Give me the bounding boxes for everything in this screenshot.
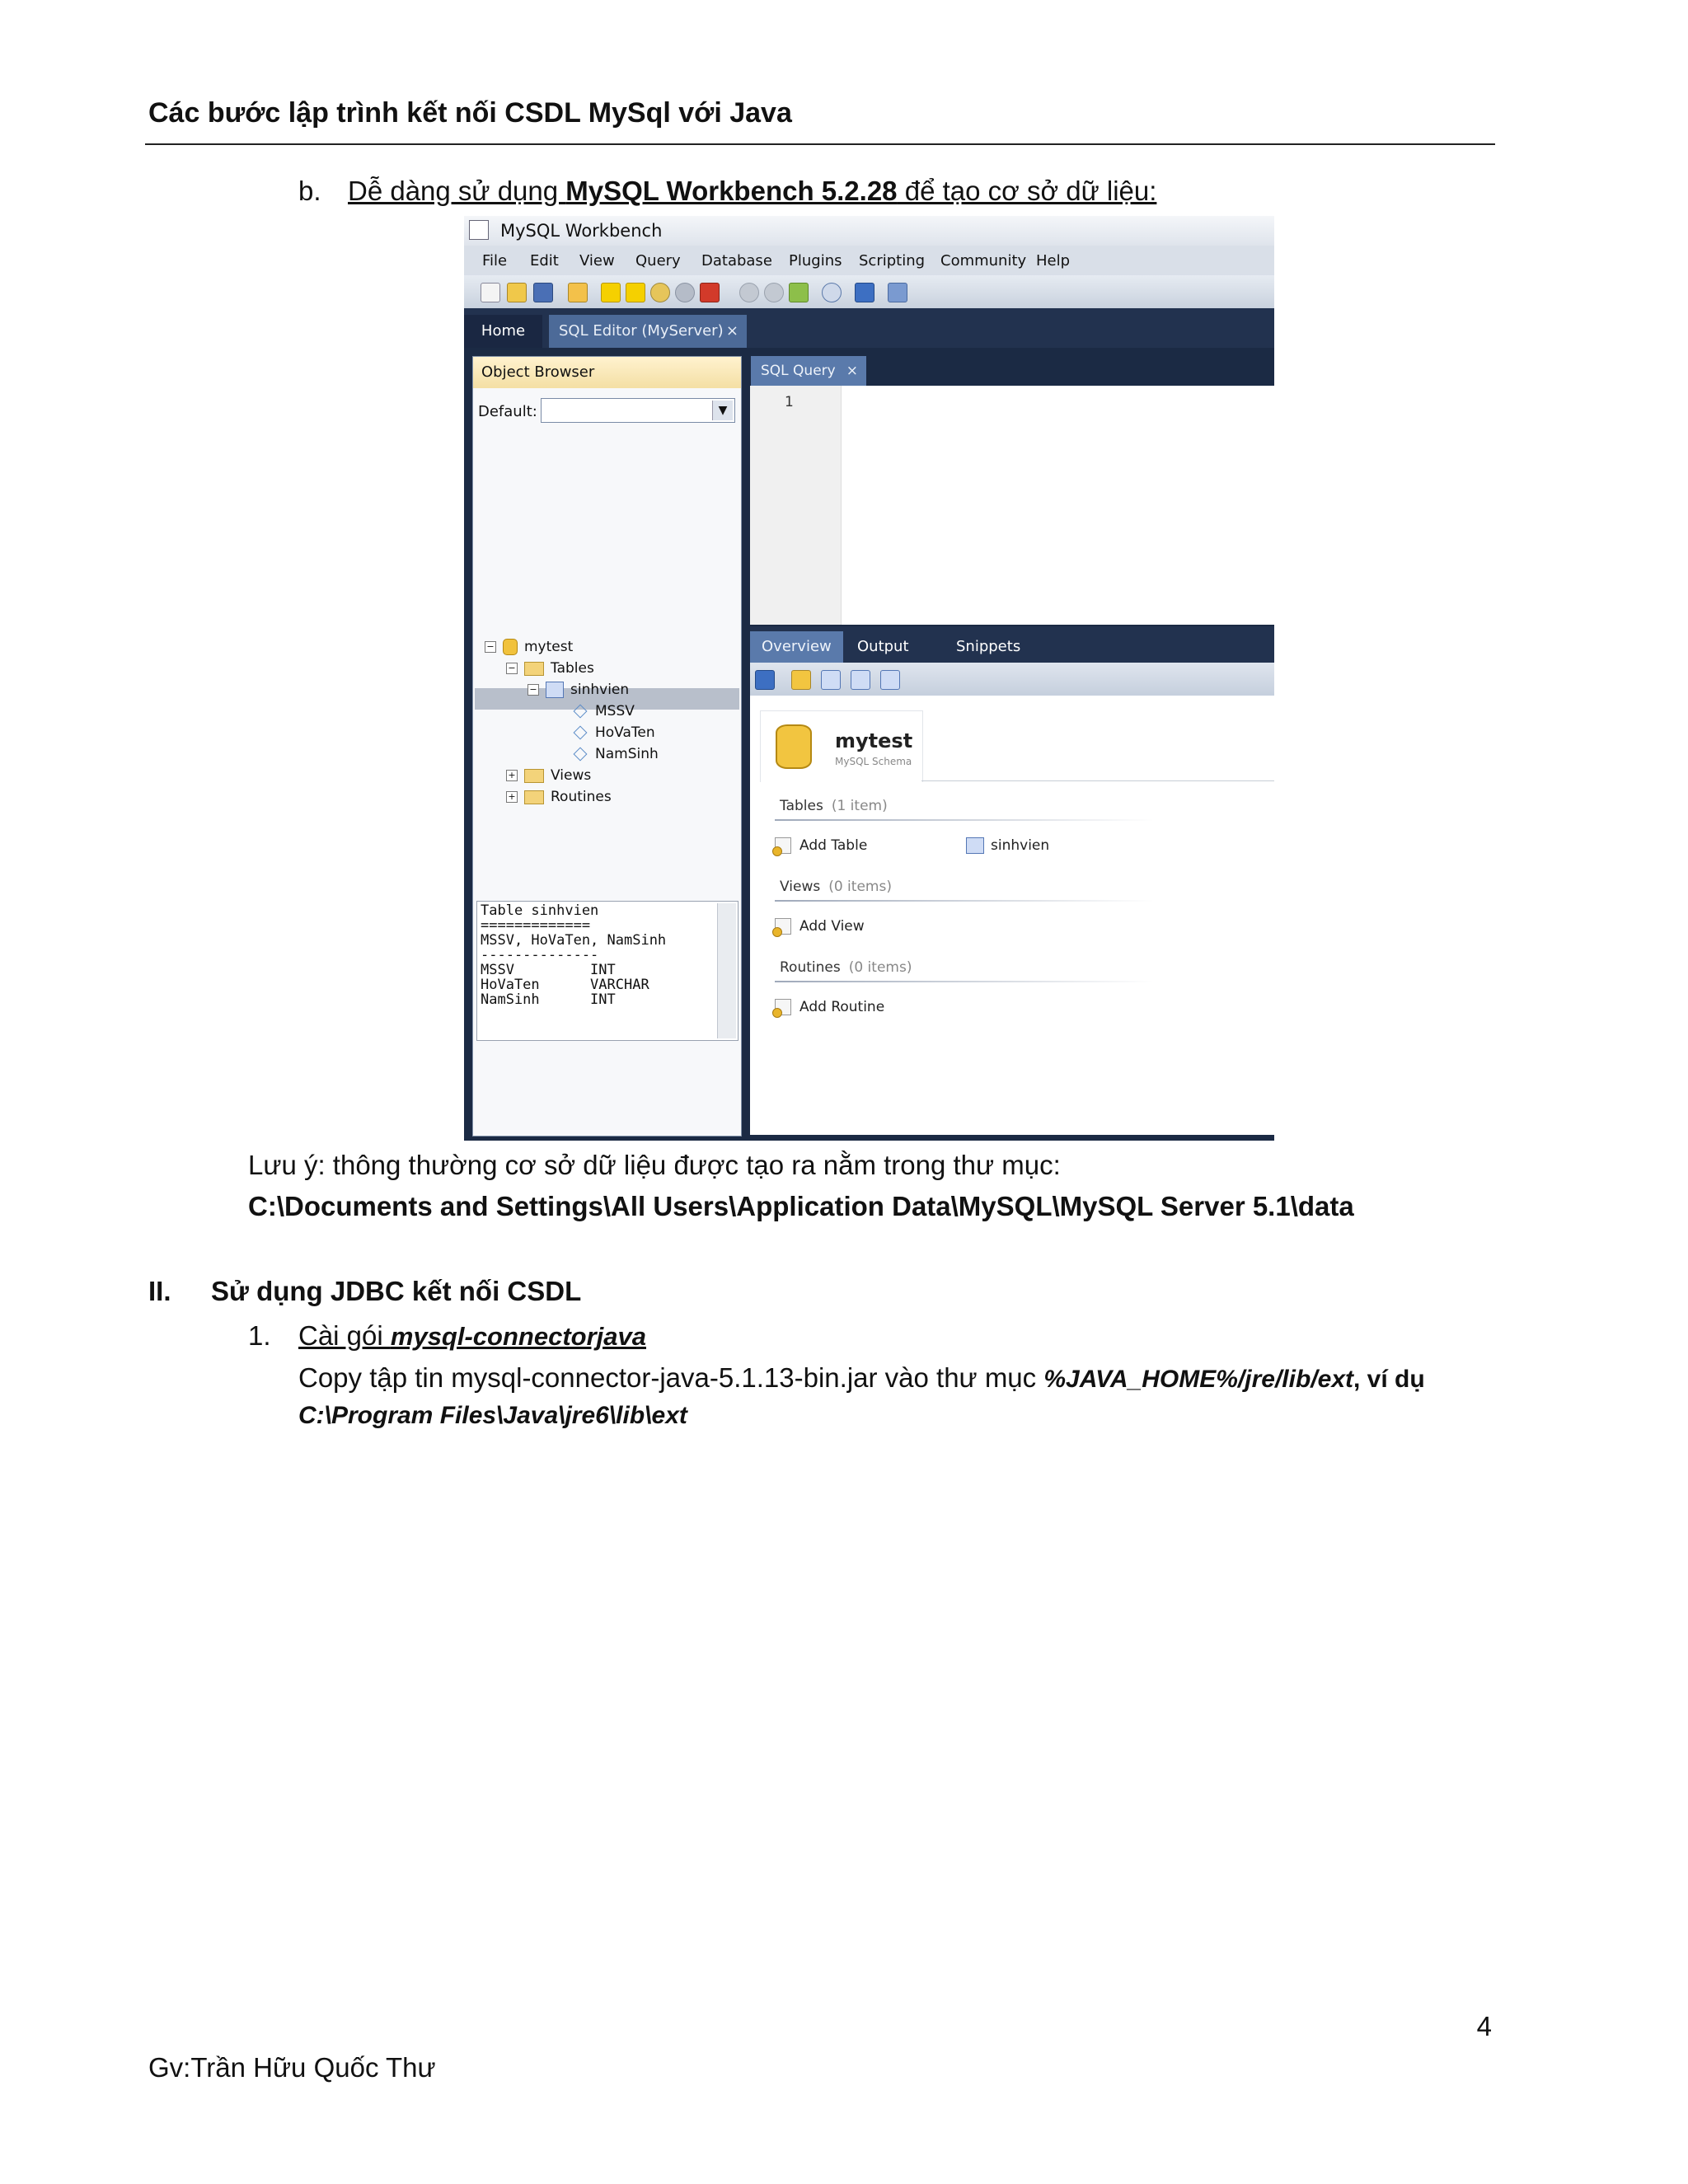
add-icon <box>775 999 791 1015</box>
tree-column-namsinh[interactable] <box>575 744 659 764</box>
menu-database[interactable]: Database <box>701 252 772 269</box>
table-item-sinhvien[interactable] <box>966 837 1049 854</box>
execute-current-icon[interactable] <box>626 283 645 302</box>
object-info-panel <box>476 901 738 1041</box>
schema-subtitle: MySQL Schema <box>835 756 912 767</box>
tab-overview[interactable]: Overview <box>750 631 843 663</box>
tables-count: (1 item) <box>831 798 888 814</box>
schema-card-rule <box>921 780 1274 781</box>
section-divider <box>775 900 1154 902</box>
tree-column-label: MSSV <box>595 703 635 719</box>
default-schema-label: Default: <box>478 403 537 420</box>
folder-icon <box>524 662 544 676</box>
item-1-label <box>298 1319 646 1353</box>
tree-column-mssv[interactable] <box>575 701 635 721</box>
collapse-icon[interactable]: − <box>528 684 539 696</box>
workbench-main-tabs <box>464 308 1274 348</box>
close-icon[interactable]: × <box>846 363 858 379</box>
page-number: 4 <box>1476 2011 1492 2041</box>
menu-edit[interactable]: Edit <box>530 252 559 269</box>
refresh-icon[interactable] <box>855 283 874 302</box>
note-path: C:\Documents and Settings\All Users\Application Data\MySQL\MySQL Server 5.1\data <box>248 1191 1354 1221</box>
add-table-icon[interactable] <box>821 670 841 690</box>
schema-name: mytest <box>835 729 913 752</box>
menu-community[interactable]: Community <box>940 252 1027 269</box>
section-b-text <box>348 175 1156 208</box>
section-ii-title: Sử dụng JDBC kết nối CSDL <box>211 1276 582 1306</box>
menu-plugins[interactable]: Plugins <box>789 252 842 269</box>
tree-table-label: sinhvien <box>570 682 630 698</box>
tree-schema-label: mytest <box>524 639 574 655</box>
new-file-icon[interactable] <box>481 283 500 302</box>
stop-icon[interactable] <box>675 283 695 302</box>
add-icon <box>775 837 791 854</box>
default-schema-select[interactable] <box>541 398 735 423</box>
tab-home[interactable]: Home <box>464 315 542 348</box>
tree-tables[interactable] <box>506 658 594 678</box>
item-1-package: mysql-connectorjava <box>390 1322 646 1351</box>
editor-line-number: 1 <box>785 394 794 410</box>
tree-column-label: NamSinh <box>595 746 659 762</box>
error-icon[interactable] <box>700 283 720 302</box>
add-icon <box>775 918 791 935</box>
object-info-text: Table sinhvien ============= MSSV, HoVaTen, NamSinh -------------- MSSV INT HoVaTen VARCHAR NamSinh INT <box>481 902 667 1008</box>
workbench-window-title: MySQL Workbench <box>500 221 663 241</box>
copy-instruction <box>298 1361 1425 1396</box>
menu-help[interactable]: Help <box>1036 252 1071 269</box>
object-browser-title: Object Browser <box>473 357 741 388</box>
tab-sql-query[interactable] <box>751 356 866 386</box>
schema-card[interactable] <box>760 710 923 782</box>
tables-section-header <box>780 798 888 814</box>
chevron-down-icon[interactable]: ▼ <box>712 401 733 420</box>
commit-icon[interactable] <box>739 283 759 302</box>
refresh-icon[interactable] <box>755 670 775 690</box>
section-b-text-bold: MySQL Workbench 5.2.28 <box>565 176 898 206</box>
table-icon <box>546 682 564 698</box>
rollback-icon[interactable] <box>764 283 784 302</box>
connection-icon[interactable] <box>822 283 842 302</box>
add-schema-icon[interactable] <box>791 670 811 690</box>
routines-count: (0 items) <box>848 959 912 976</box>
tab-output[interactable]: Output <box>857 638 909 655</box>
table-icon <box>966 837 984 854</box>
add-routine-label: Add Routine <box>799 999 885 1015</box>
add-view-label: Add View <box>799 918 865 935</box>
collapse-icon[interactable]: − <box>506 663 518 674</box>
item-1-marker: 1. <box>248 1320 271 1351</box>
close-icon[interactable]: × <box>725 322 738 340</box>
section-divider <box>775 981 1154 982</box>
add-view-button[interactable] <box>775 918 865 935</box>
autocommit-icon[interactable] <box>789 283 809 302</box>
open-script-icon[interactable] <box>568 283 588 302</box>
add-routine-icon[interactable] <box>880 670 900 690</box>
execute-icon[interactable] <box>601 283 621 302</box>
workbench-app-icon <box>469 220 489 240</box>
tab-snippets[interactable]: Snippets <box>956 638 1021 655</box>
views-section-label: Views <box>780 879 821 895</box>
tab-sql-editor-label: SQL Editor (MyServer) <box>559 322 724 340</box>
object-browser-panel <box>472 356 742 1137</box>
workbench-menu-bar <box>464 246 1274 275</box>
java-home-path: %JAVA_HOME%/jre/lib/ext <box>1043 1366 1353 1393</box>
header-divider <box>145 143 1495 145</box>
example-path: C:\Program Files\Java\jre6\lib\ext <box>298 1402 687 1429</box>
folder-icon <box>524 769 544 783</box>
editor-gutter <box>750 386 842 625</box>
section-ii-marker: II. <box>148 1276 171 1306</box>
folder-icon <box>524 790 544 804</box>
views-section-header <box>780 879 892 895</box>
section-b-marker: b. <box>298 176 321 206</box>
tree-table-sinhvien[interactable] <box>528 680 629 700</box>
menu-query[interactable]: Query <box>635 252 681 269</box>
tree-views[interactable] <box>506 766 591 785</box>
tab-sql-editor[interactable] <box>549 315 747 348</box>
add-table-button[interactable] <box>775 837 867 854</box>
section-b-text-prefix: Dễ dàng sử dụng <box>348 176 566 206</box>
tables-section-label: Tables <box>780 798 823 814</box>
database-icon <box>776 724 812 769</box>
tree-tables-label: Tables <box>551 660 594 677</box>
open-folder-icon[interactable] <box>507 283 527 302</box>
views-count: (0 items) <box>828 879 892 895</box>
column-icon <box>574 748 588 762</box>
tree-routines-label: Routines <box>551 789 612 805</box>
bottom-panel-tabs <box>750 626 1274 663</box>
add-routine-button[interactable] <box>775 999 884 1015</box>
overview-toolbar <box>750 663 1274 696</box>
add-table-label: Add Table <box>799 837 868 854</box>
menu-scripting[interactable]: Scripting <box>859 252 926 269</box>
footer-author: Gv:Trần Hữu Quốc Thư <box>148 2052 436 2083</box>
menu-file[interactable]: File <box>482 252 508 269</box>
tree-routines[interactable] <box>506 787 612 807</box>
database-icon <box>503 639 518 655</box>
table-item-label: sinhvien <box>991 837 1050 854</box>
column-icon <box>574 726 588 740</box>
workbench-title-bar <box>464 216 1274 246</box>
expand-icon[interactable]: + <box>506 770 518 781</box>
object-info-scrollbar[interactable] <box>717 903 736 1038</box>
tree-views-label: Views <box>551 767 592 784</box>
column-icon <box>574 705 588 719</box>
workbench-toolbar <box>464 275 1274 309</box>
tab-sql-query-label: SQL Query <box>761 363 836 379</box>
overview-panel <box>750 696 1274 1135</box>
section-divider <box>775 819 1154 821</box>
page-header-title: Các bước lập trình kết nối CSDL MySql với Java <box>148 97 792 129</box>
routines-section-label: Routines <box>780 959 841 976</box>
sql-editor-area[interactable] <box>750 386 1274 625</box>
routines-section-header <box>780 959 912 976</box>
section-b-text-suffix: để tạo cơ sở dữ liệu: <box>897 176 1157 206</box>
workbench-screenshot <box>464 216 1274 1141</box>
add-view-icon[interactable] <box>851 670 870 690</box>
vi-du-text: , ví dụ <box>1353 1366 1425 1393</box>
menu-view[interactable]: View <box>579 252 615 269</box>
expand-icon[interactable]: + <box>506 791 518 803</box>
collapse-icon[interactable]: − <box>485 641 496 653</box>
pin-icon[interactable] <box>888 283 907 302</box>
tree-schema-mytest[interactable] <box>485 637 573 657</box>
tree-column-hovaten[interactable] <box>575 723 655 743</box>
item-1-label-prefix: Cài gói <box>298 1320 391 1351</box>
explain-icon[interactable] <box>650 283 670 302</box>
tree-column-label: HoVaTen <box>595 724 655 741</box>
note-line: Lưu ý: thông thường cơ sở dữ liệu được tạo ra nằm trong thư mục: <box>248 1150 1061 1180</box>
save-icon[interactable] <box>533 283 553 302</box>
copy-instruction-text: Copy tập tin mysql-connector-java-5.1.13-bin.jar vào thư mục <box>298 1362 1044 1393</box>
